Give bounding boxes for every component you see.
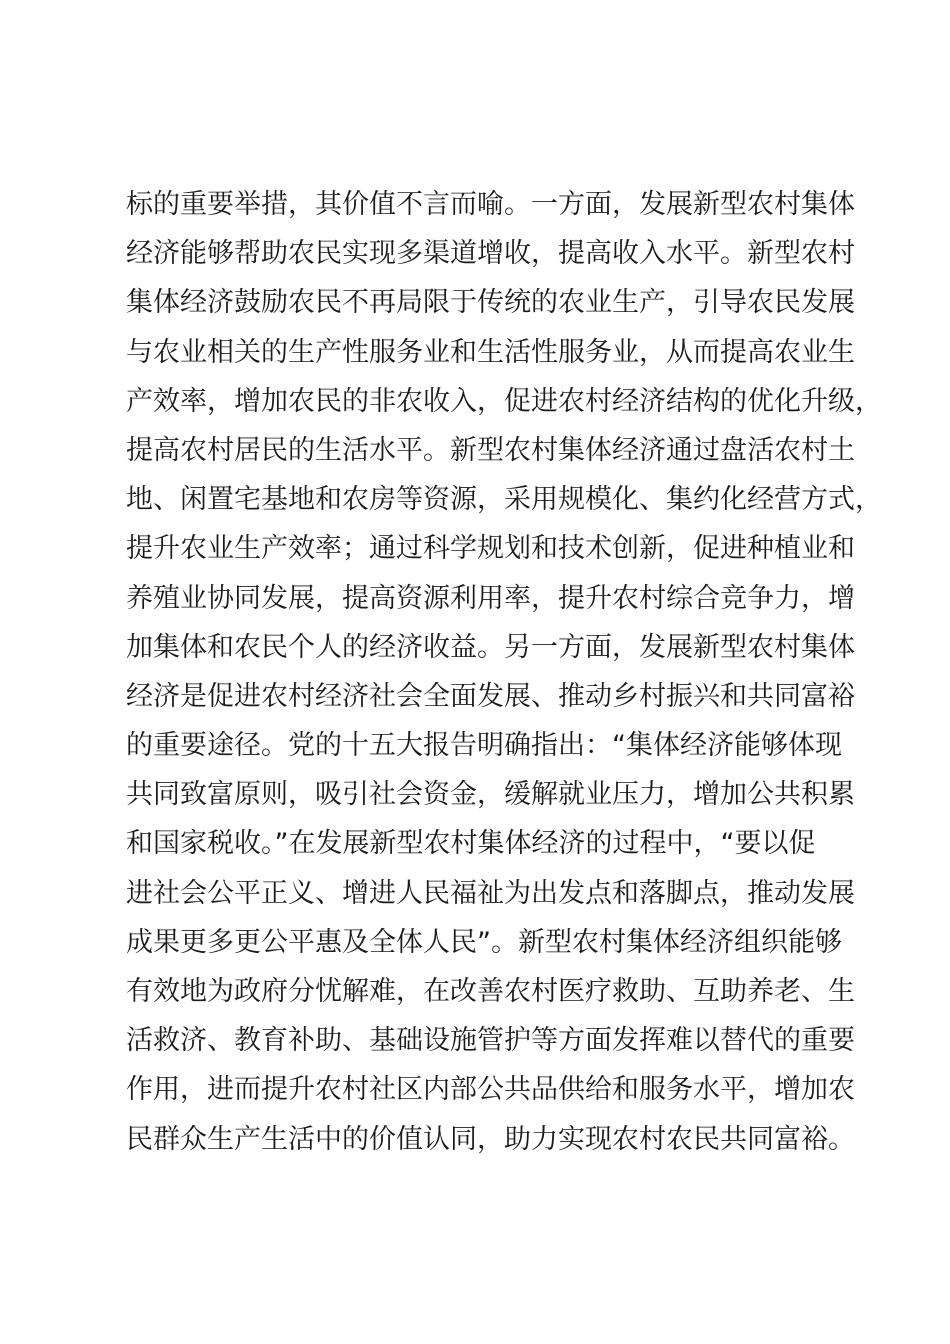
paragraph-line: 与农业相关的生产性服务业和生活性服务业，从而提高农业生 [126,336,855,368]
paragraph-line: 养殖业协同发展，提高资源利用率，提升农村综合竞争力，增 [126,582,855,614]
paragraph-line: 民群众生产生活中的价值认同，助力实现农村农民共同富裕。 [126,1123,855,1155]
paragraph-line: 加集体和农民个人的经济收益。另一方面，发展新型农村集体 [126,631,855,663]
paragraph-line: 和国家税收。”在发展新型农村集体经济的过程中，“要以促 [126,828,816,860]
paragraph-line: 提高农村居民的生活水平。新型农村集体经济通过盘活农村土 [126,434,855,466]
paragraph-line: 标的重要举措，其价值不言而喻。一方面，发展新型农村集体 [126,189,855,220]
paragraph-line: 的重要途径。党的十五大报告明确指出：“集体经济能够体现 [126,730,842,762]
paragraph-line: 经济是促进农村经济社会全面发展、推动乡村振兴和共同富裕 [126,680,855,712]
paragraph-line: 提升农业生产效率；通过科学规划和技术创新，促进种植业和 [126,533,855,565]
paragraph-line: 经济能够帮助农民实现多渠道增收，提高收入水平。新型农村 [126,238,855,270]
paragraph-line: 有效地为政府分忧解难，在改善农村医疗救助、互助养老、生 [126,976,855,1007]
paragraph-line: 集体经济鼓励农民不再局限于传统的农业生产，引导农民发展 [126,287,855,319]
body-paragraph [126,180,882,1164]
paragraph-line: 进社会公平正义、增进人民福祉为出发点和落脚点，推动发展 [126,877,855,909]
paragraph-line: 活救济、教育补助、基础设施管护等方面发挥难以替代的重要 [126,1025,855,1057]
paragraph-line: 共同致富原则，吸引社会资金，缓解就业压力，增加公共积累 [126,779,855,811]
paragraph-line: 作用，进而提升农村社区内部公共品供给和服务水平，增加农 [126,1074,855,1106]
paragraph-line: 成果更多更公平惠及全体人民”。新型农村集体经济组织能够 [126,926,842,958]
paragraph-line: 产效率，增加农民的非农收入，促进农村经济结构的优化升级， [126,385,882,417]
paragraph-line: 地、闲置宅基地和农房等资源，采用规模化、集约化经营方式， [126,484,882,516]
